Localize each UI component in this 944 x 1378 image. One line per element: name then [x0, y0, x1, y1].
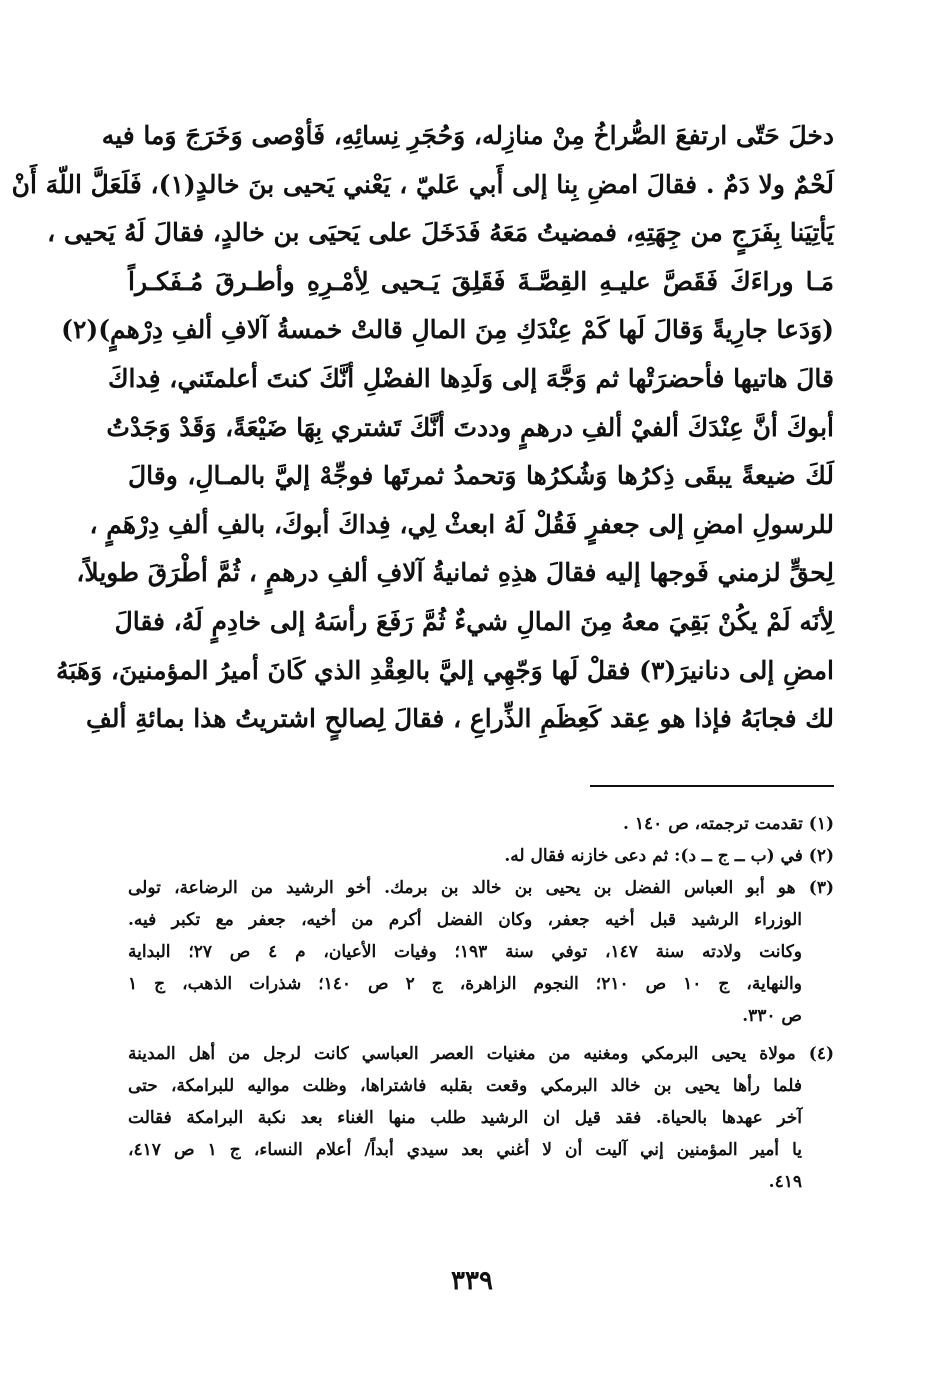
footnote-line: والنهاية، ج ١٠ ص ٢١٠؛ النجوم الزاهرة، ج ٢ ص ١٤٠؛ شذرات الذهب، ج ١ — [128, 974, 802, 994]
footnote-line: الوزراء الرشيد قبل أخيه جعفر، وكان الفضل أكرم من أخيه، جعفر مع تكبر فيه. — [128, 910, 802, 930]
footnote-separator — [590, 785, 834, 787]
body-line: (وَدَعا جارِيةً وَقالَ لَها كَمْ عِنْدَكِ مِنَ المالِ قالتْ خمسةُ آلافِ ألفِ دِرْهمٍ)(٢) — [61, 315, 834, 345]
body-line: دخلَ حَتّى ارتفعَ الصُّراخُ مِنْ منازِله، وَحُجَرِ نِسائِهِ، فَأوْصى وَخَرَجَ وَما فيه — [101, 121, 834, 150]
footnote-line: (٢) في (ب ــ ج ــ د): ثم دعى خازنه فقال له. — [504, 846, 834, 866]
body-line: لَكَ ضيعةً يبقَى ذِكرُها وَشُكرُها وَتحمدُ ثمرتَها فوجِّهْ إليَّ بالمـالِ، وقالَ — [128, 461, 834, 491]
body-line: للرسولِ امضِ إلى جعفرٍ فَقُلْ لَهُ ابعثْ لِي، فِداكَ أبوكَ، بالفِ ألفِ دِرْهَمٍ ، — [89, 509, 834, 539]
footnote-4 — [128, 1038, 834, 1198]
body-line: لَحْمٌ ولا دَمٌ . فقالَ امضِ بِنا إلى أَبي عَليّ ، يَعْني يَحيى بنَ خالدٍ(١)، فَلَعَلَّ اللّهَ أَنْ — [11, 169, 834, 199]
footnote-line: (٤) مولاة يحيى البرمكي ومغنيه من مغنيات العصر العباسي كانت لرجل من أهل المدينة — [128, 1044, 834, 1064]
footnote-2 — [128, 840, 834, 872]
body-line: قالَ هاتيها فأحضرَتْها ثم وَجَّهَ إلى وَلَدِها الفضْلِ أنَّكَ كنتَ أعلمتَني، فِداكَ — [107, 363, 834, 393]
body-line: مَـا وراءَكَ فَقَصَّ عليـهِ القِصَّـةَ فَقَلِقَ يَـحيى لِأمْـرِهِ وأطـرقَ مُـفَكـراً — [128, 266, 834, 296]
body-line: يَأتِيَنا بِفَرَجٍ من جِهَتِهِ، فمضيتُ مَعَهُ فَدَخَلَ على يَحيَى بن خالدٍ، فقالَ لَهُ يَحيى ، — [47, 218, 834, 248]
footnote-line: ٤١٩. — [768, 1172, 802, 1192]
body-line: لِأنَه لَمْ يكُنْ بَقِيَ معهُ مِنَ المالِ شيءٌ ثُمَّ رَفَعَ رأسَهُ إلى خادِمٍ لَهُ، فقالَ — [114, 606, 834, 636]
footnote-line: (٣) هو أبو العباس الفضل بن يحيى بن خالد بن برمك. أخو الرشيد من الرضاعة، تولى — [128, 878, 834, 898]
footnote-1 — [128, 808, 834, 840]
body-line: أبوكَ أنَّ عِنْدَكَ ألفيْ ألفِ درهمٍ وددتَ أنَّكَ تَشتري بِهَا ضَيْعَةً، وَقَدْ وَجَدْتُ — [106, 412, 834, 442]
footnote-line: آخر عهدها بالحياة. فقد قيل ان الرشيد طلب منها الغناء بعد نكبة البرامكة فقالت — [128, 1108, 802, 1128]
main-text — [11, 112, 834, 744]
footnote-line: (١) تقدمت ترجمته، ص ١٤٠ . — [623, 814, 834, 834]
footnote-line: وكانت ولادته سنة ١٤٧، توفي سنة ١٩٣؛ وفيات الأعيان، م ٤ ص ٢٧؛ البداية — [128, 942, 802, 962]
footnote-line: يا أمير المؤمنين إني آليت أن لا أغني بعد سيدي أبداً/ أعلام النساء، ج ١ ص ٤١٧، — [128, 1140, 803, 1160]
page-number: ٣٣٩ — [451, 1266, 493, 1296]
footnote-line: ص ٣٣٠. — [742, 1006, 802, 1026]
footnotes — [128, 808, 834, 1198]
footnote-3 — [128, 872, 834, 1032]
body-line: امضِ إلى دنانيرَ(٣) فقلْ لَها وَجّهِي إليَّ بالعِقْدِ الذي كَانَ أميرُ المؤمنينَ، وَهَبَهُ — [55, 655, 834, 685]
body-line: لِحقٍّ لزمني فَوجها إليه فقالَ هذِهِ ثمانيةُ آلافِ ألفِ درهمٍ ، ثُمَّ أطْرَقَ طويلاً، — [76, 558, 834, 588]
footnote-line: فلما رأها يحيى بن خالد البرمكي وقعت بقلبه فاشتراها، وظلت مواليه للبرامكة، حتى — [128, 1076, 802, 1096]
body-line: لك فجابَهُ فإذا هو عِقد كَعِظَمِ الذِّراعِ ، فقالَ لِصالحٍ اشتريتُ هذا بمائةِ ألفِ — [86, 704, 834, 734]
